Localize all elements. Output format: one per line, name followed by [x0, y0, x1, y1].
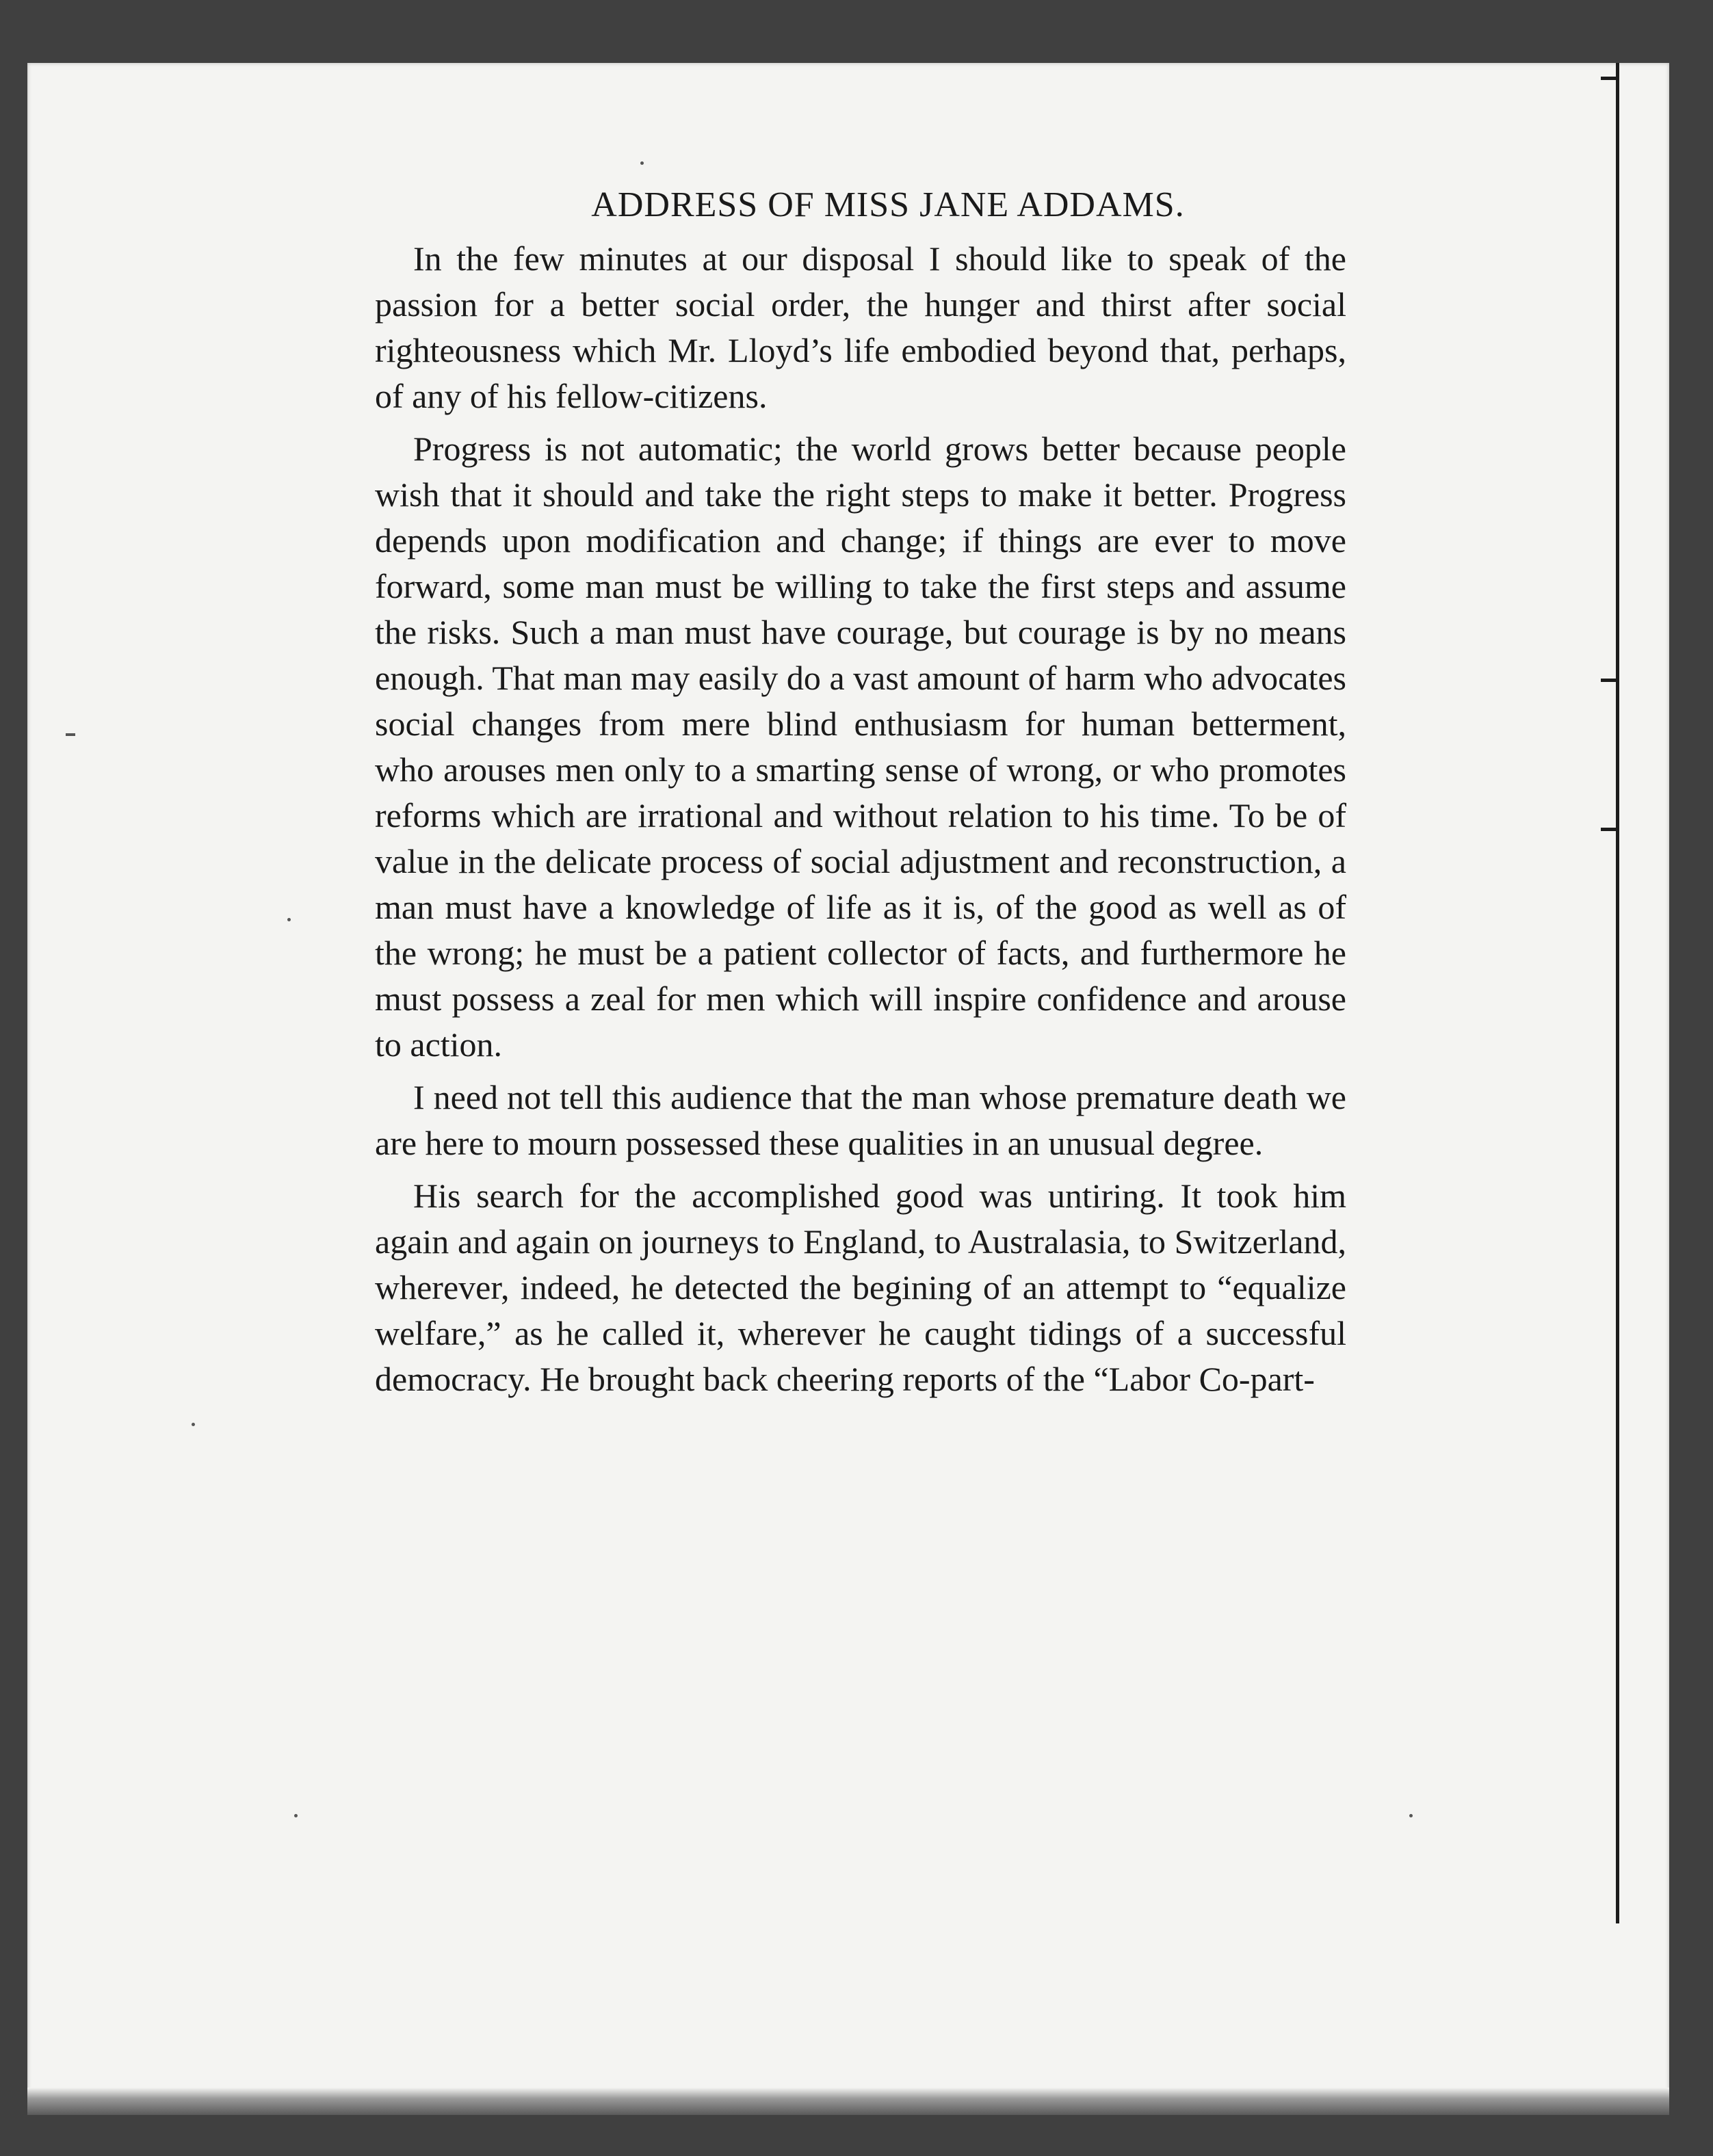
scan-speck	[1409, 1814, 1413, 1817]
scan-speck	[294, 1814, 298, 1817]
scan-speck	[192, 1423, 195, 1426]
edge-mark	[1601, 77, 1619, 80]
page-bottom-edge	[27, 2088, 1669, 2115]
paragraph: His search for the accomplished good was untiring. It took him again and again on journeys to England, to Australasia, to Switzerland, wherever, indeed, he detected the begining of an attempt to “equalize welfare,” as he called it, wherever he caught tidings of a successful democracy. He brought back cheering reports of the “Labor Co-part-	[375, 1176, 1346, 1398]
edge-mark	[1601, 679, 1619, 682]
scan-speck	[640, 161, 644, 165]
scan-speck	[287, 918, 291, 921]
paragraph: In the few minutes at our disposal I should like to speak of the passion for a better social order, the hunger and thirst after social righteousness which Mr. Lloyd’s life embodied beyond that, perhaps, of any of his fellow-citizens.	[375, 239, 1346, 415]
paragraph: Progress is not automatic; the world grows better because people wish that it should and take the right steps to make it better. Progress depends upon modification and change; if things are ever to move forward, some man must be willing to take the first steps and assume the risks. Such a man must have courage, but courage is by no means enough. That man may easily do a vast amount of harm who advocates social changes from mere blind enthusiasm for human betterment, who arouses men only to a smarting sense of wrong, or who promotes reforms which are irrational and without relation to his time. To be of value in the delicate process of social adjustment and reconstruction, a man must have a knowledge of life as it is, of the good as well as of the wrong; he must be a patient collector of facts, and furthermore he must possess a zeal for men which will inspire confidence and arouse to action.	[375, 430, 1346, 1064]
edge-mark	[1601, 828, 1619, 831]
document-title: ADDRESS OF MISS JANE ADDAMS.	[591, 185, 1185, 224]
paragraph: I need not tell this audience that the man whose premature death we are here to mourn possessed these qualities in an unusual degree.	[375, 1078, 1346, 1162]
page-edge-line	[1616, 63, 1619, 1923]
document-body	[375, 185, 1346, 1409]
document-page	[27, 63, 1669, 2115]
scan-speck	[66, 733, 75, 736]
